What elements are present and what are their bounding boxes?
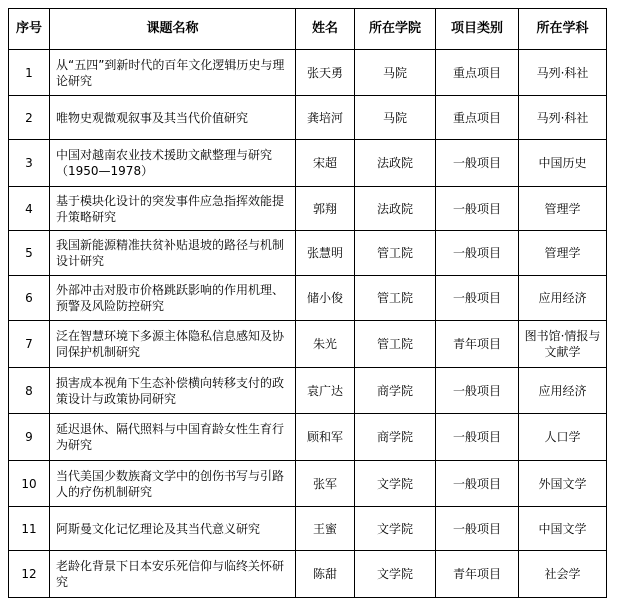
table-row [9, 276, 607, 321]
cell-type: 一般项目 [436, 414, 519, 461]
cell-no: 3 [9, 140, 50, 187]
cell-type: 一般项目 [436, 507, 519, 551]
cell-type: 一般项目 [436, 140, 519, 187]
header-college: 所在学院 [355, 9, 436, 50]
table-row [9, 50, 607, 96]
cell-college: 法政院 [355, 187, 436, 231]
cell-no: 7 [9, 321, 50, 368]
header-name: 姓名 [296, 9, 355, 50]
cell-title: 泛在智慧环境下多源主体隐私信息感知及协同保护机制研究 [50, 321, 296, 368]
cell-type: 一般项目 [436, 461, 519, 507]
cell-subject: 中国文学 [519, 507, 607, 551]
cell-name: 张慧明 [296, 231, 355, 276]
cell-college: 文学院 [355, 461, 436, 507]
cell-college: 管工院 [355, 276, 436, 321]
table-row [9, 507, 607, 551]
table-row [9, 140, 607, 187]
cell-title: 损害成本视角下生态补偿横向转移支付的政策设计与政策协同研究 [50, 368, 296, 414]
cell-title: 外部冲击对股市价格跳跃影响的作用机理、预警及风险防控研究 [50, 276, 296, 321]
cell-type: 青年项目 [436, 551, 519, 598]
cell-name: 宋超 [296, 140, 355, 187]
cell-name: 顾和军 [296, 414, 355, 461]
header-title: 课题名称 [50, 9, 296, 50]
cell-college: 文学院 [355, 551, 436, 598]
cell-name: 龚培河 [296, 96, 355, 140]
cell-college: 商学院 [355, 414, 436, 461]
cell-college: 管工院 [355, 321, 436, 368]
table-row [9, 231, 607, 276]
cell-type: 一般项目 [436, 187, 519, 231]
cell-title: 阿斯曼文化记忆理论及其当代意义研究 [50, 507, 296, 551]
cell-name: 陈甜 [296, 551, 355, 598]
cell-no: 12 [9, 551, 50, 598]
cell-title: 我国新能源精准扶贫补贴退坡的路径与机制设计研究 [50, 231, 296, 276]
header-no: 序号 [9, 9, 50, 50]
cell-name: 王蜜 [296, 507, 355, 551]
cell-no: 4 [9, 187, 50, 231]
header-type: 项目类别 [436, 9, 519, 50]
cell-no: 5 [9, 231, 50, 276]
table-row [9, 551, 607, 598]
cell-subject: 马列·科社 [519, 96, 607, 140]
cell-subject: 图书馆·情报与文献学 [519, 321, 607, 368]
cell-type: 重点项目 [436, 96, 519, 140]
cell-title: 当代美国少数族裔文学中的创伤书写与引路人的疗伤机制研究 [50, 461, 296, 507]
cell-name: 袁广达 [296, 368, 355, 414]
cell-title: 基于模块化设计的突发事件应急指挥效能提升策略研究 [50, 187, 296, 231]
cell-no: 9 [9, 414, 50, 461]
cell-subject: 马列·科社 [519, 50, 607, 96]
cell-college: 管工院 [355, 231, 436, 276]
table-row [9, 96, 607, 140]
project-table [8, 8, 607, 598]
cell-title: 老龄化背景下日本安乐死信仰与临终关怀研究 [50, 551, 296, 598]
table-header-row [9, 9, 607, 50]
cell-title: 唯物史观微观叙事及其当代价值研究 [50, 96, 296, 140]
cell-type: 重点项目 [436, 50, 519, 96]
table-row [9, 187, 607, 231]
cell-college: 法政院 [355, 140, 436, 187]
cell-name: 郭翔 [296, 187, 355, 231]
cell-college: 商学院 [355, 368, 436, 414]
cell-type: 一般项目 [436, 276, 519, 321]
header-subject: 所在学科 [519, 9, 607, 50]
cell-subject: 人口学 [519, 414, 607, 461]
cell-no: 8 [9, 368, 50, 414]
cell-subject: 应用经济 [519, 368, 607, 414]
cell-name: 朱光 [296, 321, 355, 368]
table-row [9, 368, 607, 414]
cell-name: 张军 [296, 461, 355, 507]
cell-no: 10 [9, 461, 50, 507]
cell-college: 文学院 [355, 507, 436, 551]
cell-title: 延迟退休、隔代照料与中国育龄女性生育行为研究 [50, 414, 296, 461]
cell-name: 储小俊 [296, 276, 355, 321]
cell-subject: 外国文学 [519, 461, 607, 507]
cell-type: 一般项目 [436, 368, 519, 414]
cell-type: 一般项目 [436, 231, 519, 276]
cell-no: 2 [9, 96, 50, 140]
cell-college: 马院 [355, 96, 436, 140]
cell-subject: 社会学 [519, 551, 607, 598]
table-row [9, 461, 607, 507]
cell-subject: 管理学 [519, 187, 607, 231]
cell-title: 中国对越南农业技术援助文献整理与研究（1950—1978） [50, 140, 296, 187]
cell-subject: 中国历史 [519, 140, 607, 187]
cell-subject: 应用经济 [519, 276, 607, 321]
cell-college: 马院 [355, 50, 436, 96]
cell-no: 6 [9, 276, 50, 321]
cell-title: 从“五四”到新时代的百年文化逻辑历史与理论研究 [50, 50, 296, 96]
cell-type: 青年项目 [436, 321, 519, 368]
table-row [9, 321, 607, 368]
cell-no: 11 [9, 507, 50, 551]
cell-subject: 管理学 [519, 231, 607, 276]
table-row [9, 414, 607, 461]
cell-name: 张天勇 [296, 50, 355, 96]
cell-no: 1 [9, 50, 50, 96]
